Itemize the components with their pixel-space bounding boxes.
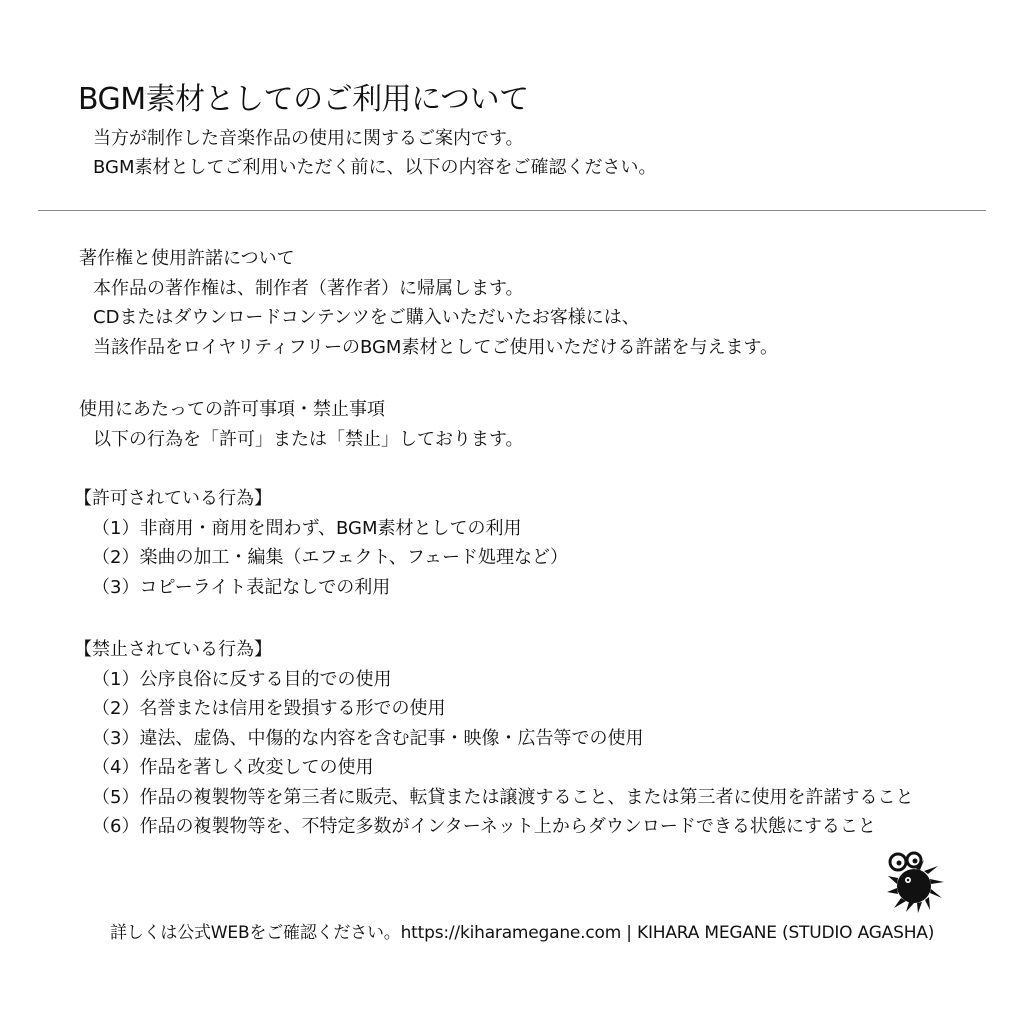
section-line: 当該作品をロイヤリティフリーのBGM素材としてご使用いただける許諾を与えます。 [93,336,779,358]
list-item: （4）作品を著しく改変しての使用 [92,757,374,778]
list-item: （6）作品の複製物等を、不特定多数がインターネット上からダウンロードできる状態にすること [92,816,876,837]
glasses-creature-logo-icon [884,848,948,914]
list-item: （2）楽曲の加工・編集（エフェクト、フェード処理など） [92,547,569,568]
intro-line: 当方が制作した音楽作品の使用に関するご案内です。 [93,128,524,149]
section-heading: 【許可されている行為】 [74,488,272,509]
section-heading: 著作権と使用許諾について [79,248,295,269]
list-item: （5）作品の複製物等を第三者に販売、転貸または譲渡すること、または第三者に使用を許諾すること [92,786,914,808]
list-item: （2）名誉または信用を毀損する形での使用 [92,698,446,719]
section-heading: 【禁止されている行為】 [74,639,272,660]
divider [38,210,986,211]
list-item: （1）公序良俗に反する目的での使用 [92,668,392,690]
section-line: CDまたはダウンロードコンテンツをご購入いただいたお客様には、 [93,307,640,328]
list-item: （1）非商用・商用を問わず、BGM素材としての利用 [92,517,522,539]
intro-line: BGM素材としてご利用いただく前に、以下の内容をご確認ください。 [93,157,657,178]
prohibited-section [74,635,913,842]
list-item: （3）コピーライト表記なしでの利用 [92,576,391,598]
list-item: （3）違法、虚偽、中傷的な内容を含む記事・映像・広告等での使用 [92,727,644,749]
permission-section [79,395,524,454]
intro-block [93,124,657,182]
section-heading: 使用にあたっての許可事項・禁止事項 [79,399,385,420]
page-title: BGM素材としてのご利用について [78,82,529,117]
copyright-section [79,244,778,362]
section-line: 本作品の著作権は、制作者（著作者）に帰属します。 [93,277,524,299]
footer-note: 詳しくは公式WEBをご確認ください。https://kiharamegane.com | KIHARA MEGANE (STUDIO AGASHA) [110,923,935,943]
allowed-section [74,484,568,602]
section-line: 以下の行為を「許可」または「禁止」しております。 [93,428,524,450]
